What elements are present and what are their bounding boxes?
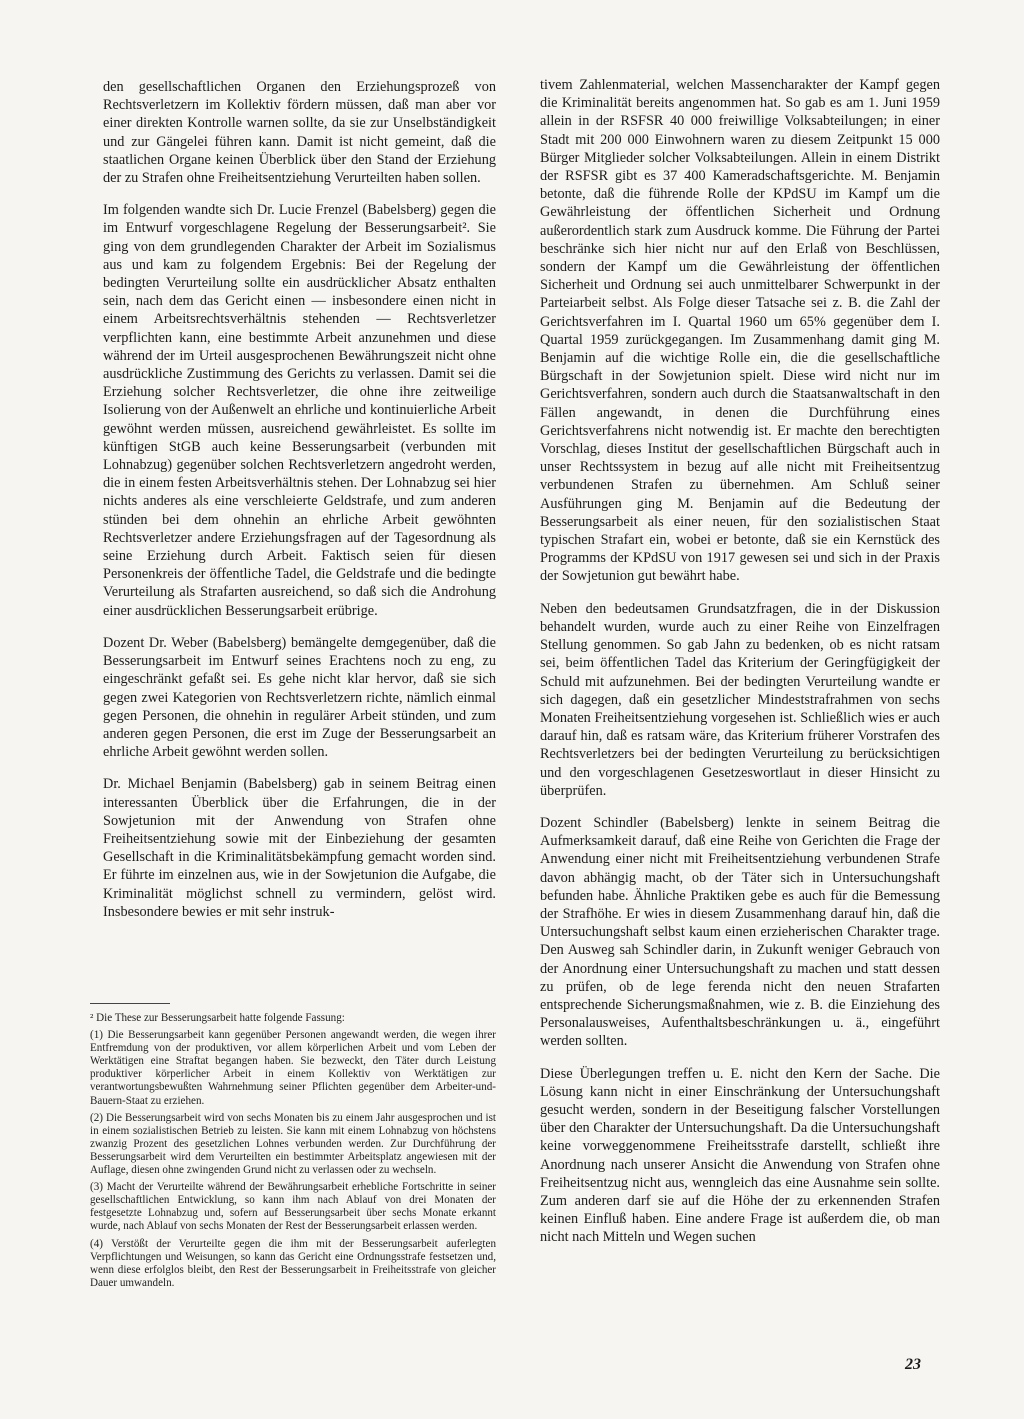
footnotes [90, 1012, 496, 1294]
paragraph: Neben den bedeutsamen Grundsatzfragen, die in der Diskussion behandelt wurden, wurde auch zu einer Reihe von Einzelfragen Stellung genommen. So gab Jahn zu bedenken, ob es nicht ratsam sei, beim öffentlichen Tadel das Kriterium der Geringfügigkeit der Schuld mit aufzunehmen. Bei der bedingten Verurteilung wandte er sich dagegen, daß ein gesetzlicher Mindeststrafrahmen von sechs Monaten Freiheitsentziehung vorgesehen ist. Schließlich wies er auch darauf hin, daß es ratsam wäre, das Kriterium früherer Vorstrafen des Rechtsverletzers bei der bedingten Verurteilung zu berücksichtigen und den vorgeschlagenen Gesetzeswortlaut in dieser Hinsicht zu überprüfen. [540, 600, 940, 799]
paragraph: Dr. Michael Benjamin (Babelsberg) gab in seinem Beitrag einen interessanten Überblick über die Erfahrungen, die in der Sowjetunion mit der Anwendung von Strafen ohne Freiheitsentziehung sowie mit der Einbeziehung der gesamten Gesellschaft in die Kriminalitätsbekämpfung gemacht worden sind. Er führte im einzelnen aus, wie in der Sowjetunion die Aufgabe, die Kriminalität möglichst schnell zu vermindern, gelöst wird. Insbesondere bewies er mit sehr instruk- [103, 776, 496, 920]
footnote-rule [90, 1003, 170, 1004]
paragraph: den gesellschaftlichen Organen den Erziehungsprozeß von Rechtsverletzern im Kollektiv fördern müssen, daß man aber vor einer direkten Kontrolle warnen sollte, da sie zur Unselbständigkeit und zur Gängelei führen kann. Damit ist nicht gemeint, daß die staatlichen Organe keinen Überblick über den Stand der Erziehung der zu Strafen ohne Freiheitsentziehung Verurteilten haben sollen. [103, 79, 496, 187]
paragraph: Dozent Schindler (Babelsberg) lenkte in seinem Beitrag die Aufmerksamkeit darauf, daß eine Reihe von Gerichten die Frage der Anwendung einer nicht mit Freiheitsentziehung verbundenen Strafe davon abhängig macht, ob der Täter sich in Untersuchungshaft befunden habe. Ähnliche Praktiken gebe es auch für die Bemessung der Strafhöhe. Er wies in diesem Zusammenhang darauf hin, daß die Untersuchungshaft selbst kaum einen erzieherischen Charakter trage. Den Ausweg sah Schindler darin, in Zukunft weniger Gebrauch von der Anordnung einer Untersuchungshaft zu machen und statt dessen zu prüfen, ob de lege ferenda nicht den neuen Strafarten entsprechende Sicherungsmaßnahmen, wie z. B. die Einziehung des Personalausweises, Aufenthaltsbeschränkungen u. ä., eingeführt werden sollten. [540, 814, 940, 1050]
paragraph: Diese Überlegungen treffen u. E. nicht den Kern der Sache. Die Lösung kann nicht in einer Einschränkung der Untersuchungshaft gesucht werden, sondern in der Beseitigung falscher Vorstellungen über den Charakter der Untersuchungshaft. Da die Untersuchungshaft keine vorweggenommene Freiheitsstrafe darstellt, schließt ihre Anordnung nach unserer Ansicht die Anwendung von Strafen ohne Freiheitsentzug nicht aus, wenngleich das eine Ausnahme sein sollte. Zum anderen darf sie auf die Höhe der zu erkennenden Strafen keinen Einfluß haben. Eine andere Frage ist außerdem die, ob man nicht nach Mitteln und Wegen suchen [540, 1065, 940, 1246]
footnote-item: (2) Die Besserungsarbeit wird von sechs Monaten bis zu einem Jahr ausgesprochen und ist in einem sozialistischen Betrieb zu leisten. Sie kann mit einem Lohnabzug von höchstens zwanzig Prozent des gesetzlichen Lohnes verbunden werden. Zur Durchführung der Besserungsarbeit wird dem Verurteilten ein bestimmter Arbeitsplatz angewiesen mit der Auflage, diesen ohne zwingenden Grund nicht zu verlassen oder zu wechseln. [90, 1111, 496, 1177]
paragraph: Im folgenden wandte sich Dr. Lucie Frenzel (Babelsberg) gegen die im Entwurf vorgeschlagene Regelung der Besserungsarbeit². Sie ging von dem grundlegenden Charakter der Arbeit im Sozialismus aus und kam zu folgendem Ergebnis: Bei der Regelung der bedingten Verurteilung sollte ein ausdrücklicher Absatz enthalten sein, nach dem das Gericht einen — insbesondere einen nicht in einem Arbeitsrechtsverhältnis stehenden — Rechtsverletzer verpflichten kann, eine bestimmte Arbeit anzunehmen und diese während der im Urteil ausgesprochenen Bewährungszeit nicht ohne ausdrückliche Zustimmung des Gerichts zu verlassen. Damit sei die Erziehung solcher Rechtsverletzer, die ohne ihre zeitweilige Isolierung von der Außenwelt an ehrliche und kontinuierliche Arbeit gewöhnt werden müssen, ausreichend gewährleistet. Es sollte im künftigen StGB auch keine Besserungsarbeit (verbunden mit Lohnabzug) gegenüber solchen Rechtsverletzern angedroht werden, die in einem festen Arbeitsverhältnis stehen. Der Lohnabzug sei hier nichts anderes als eine verschleierte Geldstrafe, und zum anderen stünden bei dem ohnehin an ehrliche Arbeit gewöhnten Rechtsverletzer andere Erziehungsfragen auf der Tagesordnung als seine Erziehung durch Arbeit. Faktisch seien für diesen Personenkreis der öffentliche Tadel, die Geldstrafe und die bedingte Verurteilung als Strafarten ausreichend, so daß sich die Androhung einer ausdrücklichen Besserungsarbeit erübrige. [103, 202, 496, 619]
paragraph: tivem Zahlenmaterial, welchen Massencharakter der Kampf gegen die Kriminalität bereits angenommen hat. So gab es am 1. Juni 1959 allein in der RSFSR 40 000 freiwillige Volksabteilungen; in einer Stadt mit 200 000 Einwohnern waren zu diesem Zeitpunkt 15 000 Bürger Mitglieder solcher Volksabteilungen. Allein in einem Distrikt der RSFSR gibt es 37 400 Kameradschaftsgerichte. M. Benjamin betonte, daß die führende Rolle der KPdSU im Kampf um die Gewährleistung der öffentlichen Sicherheit und Ordnung außerordentlich stark zum Ausdruck komme. Die Führung der Partei beschränke sich hier nicht nur auf den Erlaß von Beschlüssen, sondern der Kampf um die Gewährleistung der öffentlichen Sicherheit und Ordnung sei auch unmittelbarer Schwerpunkt in der Parteiarbeit selbst. Als Folge dieser Tatsache sei z. B. die Zahl der Gerichtsverfahren im I. Quartal 1960 um 65% gegenüber dem I. Quartal 1959 zurückgegangen. Im Zusammenhang damit ging M. Benjamin auf die wichtige Rolle ein, die die gesellschaftliche Bürgschaft in der Sowjetunion spielt. Diese wird nicht nur im Gerichtsverfahren, sondern auch durch die Staatsanwaltschaft in den Fällen angewandt, in denen die Durchführung eines Gerichtsverfahrens nicht notwendig ist. Er machte den berechtigten Vorschlag, dieses Institut der gesellschaftlichen Bürgschaft auch in unser Rechtssystem in bezug auf alle nicht mit Freiheitsentzug verbundenen Strafen zu übernehmen. Am Schluß seiner Ausführungen ging M. Benjamin auf die Bedeutung der Besserungsarbeit als einer neuen, für den sozialistischen Staat typischen Strafart ein, wobei er betonte, daß sie ein Kernstück des Programms der KPdSU von 1917 gewesen sei und sich in der Praxis der Sowjetunion gut bewährt habe. [540, 77, 940, 585]
footnote-heading: ² Die These zur Besserungsarbeit hatte folgende Fassung: [90, 1012, 345, 1024]
footnote-item: (4) Verstößt der Verurteilte gegen die ihm mit der Besserungsarbeit auferlegten Verpflichtungen und Weisungen, so kann das Gericht eine Ordnungsstrafe festsetzen und, wenn diese erfolglos bleibt, den Rest der Besserungsarbeit in Freiheitsstrafe von gleicher Dauer umwandeln. [90, 1237, 496, 1289]
page-number: 23 [905, 1356, 921, 1373]
right-column [540, 76, 940, 1261]
footnote-item: (3) Macht der Verurteilte während der Bewährungsarbeit erhebliche Fortschritte in seiner gesellschaftlichen Entwicklung, so kann ihm nach Ablauf von drei Monaten der festgesetzte Lohnabzug und, sofern auf Besserungsarbeit über sechs Monate erkannt wurde, nach Ablauf von sechs Monaten der Rest der Besserungsarbeit erlassen werden. [90, 1181, 496, 1233]
left-column [103, 78, 496, 935]
paragraph: Dozent Dr. Weber (Babelsberg) bemängelte demgegenüber, daß die Besserungsarbeit im Entwurf seines Erachtens noch zu eng, zu eingeschränkt gefaßt sei. Es gehe nicht klar hervor, daß sie sich gegen zwei Kategorien von Rechtsverletzern richte, nämlich einmal gegen Personen, die ohnehin in regulärer Arbeit stünden, und zum anderen gegen Personen, die erst im Zuge der Besserungsarbeit an ehrliche Arbeit gewöhnt werden sollen. [103, 634, 496, 761]
footnote-item: (1) Die Besserungsarbeit kann gegenüber Personen angewandt werden, die wegen ihrer Entfremdung von der produktiven, vor allem körperlichen Arbeit und vom Leben der Werktätigen eine Straftat begangen haben. Sie bezweckt, den Täter durch Leistung produktiver körperlicher Arbeit in einem Kollektiv von Werktätigen zur verantwortungsbewußten Wahrnehmung seiner Pflichten gegenüber dem Arbeiter-und-Bauern-Staat zu erziehen. [90, 1029, 496, 1107]
